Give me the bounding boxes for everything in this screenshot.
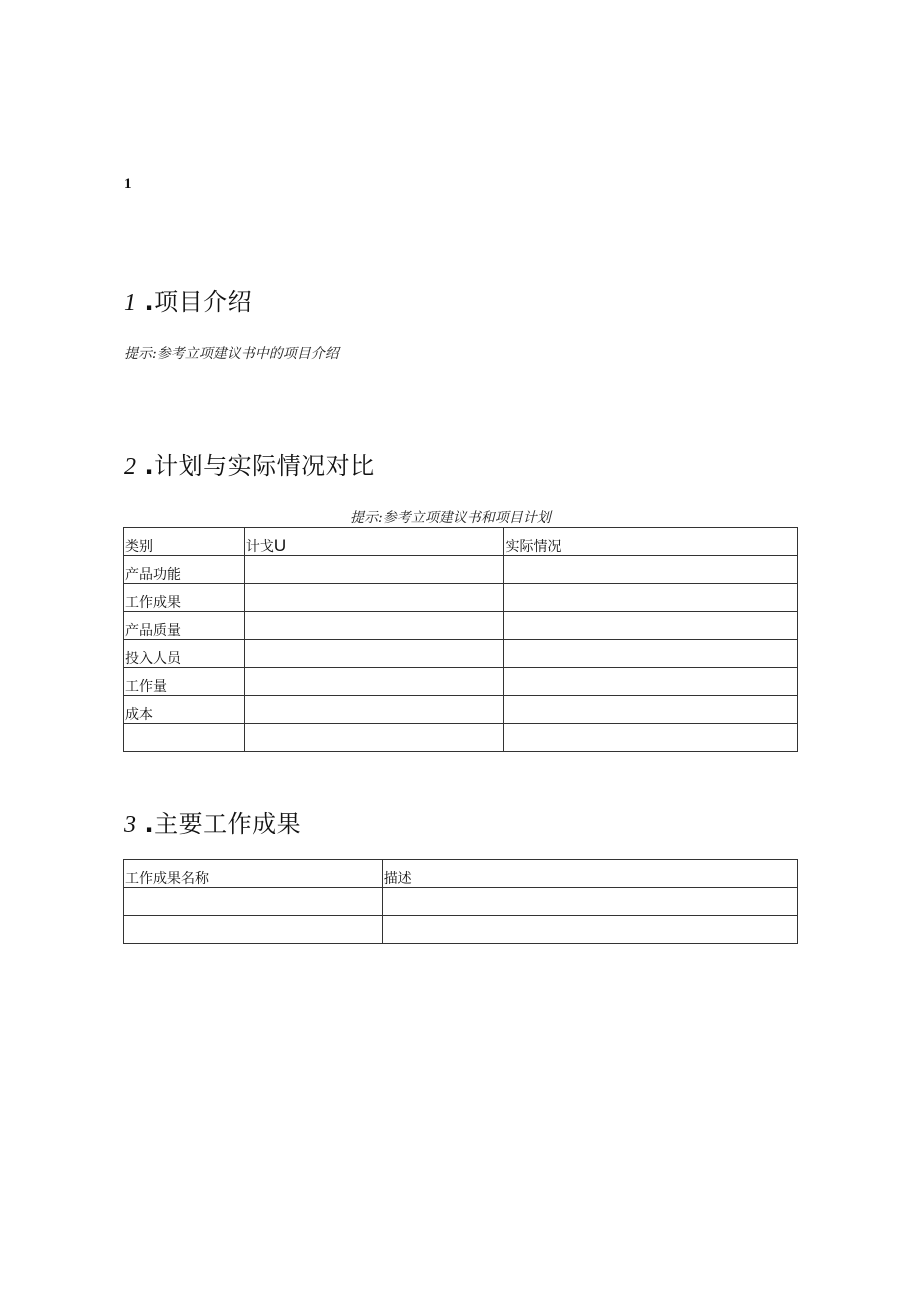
table-row — [124, 640, 798, 668]
table-cell[interactable] — [504, 612, 798, 640]
table-cell[interactable] — [504, 556, 798, 584]
section-number: 3 — [124, 812, 137, 838]
table-row — [124, 888, 798, 916]
section-dot: . — [144, 810, 155, 838]
section-heading-plan-vs-actual — [124, 446, 375, 481]
table-cell[interactable] — [504, 640, 798, 668]
header-result-name: 工作成果名称 — [124, 860, 383, 888]
table-row — [124, 724, 798, 752]
hint-project-intro: 提示:参考立项建议书中的项目介绍 — [124, 346, 339, 362]
table-cell[interactable] — [124, 724, 245, 752]
section-number: 1 — [124, 290, 137, 316]
table-cell: 工作成果 — [124, 584, 245, 612]
table-cell[interactable] — [124, 888, 383, 916]
table-cell[interactable] — [244, 640, 504, 668]
table-row — [124, 696, 798, 724]
table-header-row — [124, 528, 798, 556]
header-plan-suffix: U — [273, 536, 287, 555]
table-cell: 工作量 — [124, 668, 245, 696]
table-cell: 产品功能 — [124, 556, 245, 584]
table-cell[interactable] — [504, 724, 798, 752]
table-cell[interactable] — [504, 668, 798, 696]
table-row — [124, 612, 798, 640]
page-number: 1 — [124, 176, 132, 192]
table-cell[interactable] — [382, 916, 797, 944]
header-plan-text: 计戈 — [245, 539, 274, 555]
table-row — [124, 916, 798, 944]
header-plan — [244, 528, 504, 556]
table-cell[interactable] — [504, 584, 798, 612]
table-cell[interactable] — [244, 696, 504, 724]
table-row — [124, 556, 798, 584]
table-cell[interactable] — [244, 612, 504, 640]
header-category: 类别 — [124, 528, 245, 556]
header-actual: 实际情况 — [504, 528, 798, 556]
table-row — [124, 668, 798, 696]
table-row — [124, 584, 798, 612]
table-header-row — [124, 860, 798, 888]
table-cell: 投入人员 — [124, 640, 245, 668]
table-cell: 产品质量 — [124, 612, 245, 640]
section-title: 项目介绍 — [154, 288, 253, 316]
table-cell[interactable] — [244, 584, 504, 612]
plan-vs-actual-table — [123, 527, 798, 752]
table-cell[interactable] — [244, 668, 504, 696]
table-cell[interactable] — [244, 724, 504, 752]
section-title: 计划与实际情况对比 — [154, 452, 375, 480]
hint-plan-vs-actual: 提示:参考立项建议书和项目计划 — [350, 510, 551, 526]
table-cell: 成本 — [124, 696, 245, 724]
main-results-table — [123, 859, 798, 944]
header-description: 描述 — [382, 860, 797, 888]
section-dot: . — [144, 452, 155, 480]
section-dot: . — [144, 288, 155, 316]
section-heading-main-results — [124, 804, 301, 839]
section-heading-project-intro — [124, 282, 252, 317]
section-title: 主要工作成果 — [154, 810, 302, 838]
table-cell[interactable] — [382, 888, 797, 916]
section-number: 2 — [124, 454, 137, 480]
table-cell[interactable] — [244, 556, 504, 584]
table-cell[interactable] — [504, 696, 798, 724]
table-cell[interactable] — [124, 916, 383, 944]
